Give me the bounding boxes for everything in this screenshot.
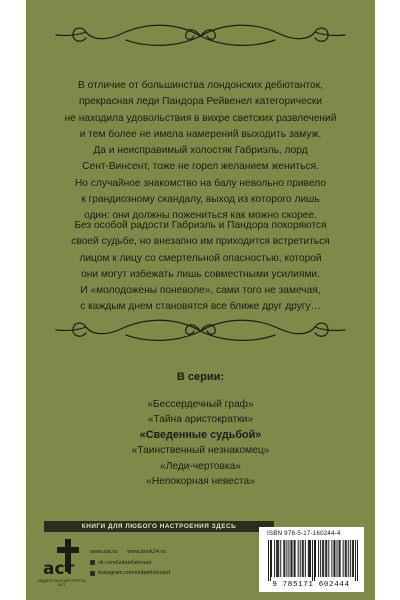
text-line: И «молодожены поневоле», сами того не замечая, [80,285,321,297]
back-cover [26,0,375,600]
series-item: «Тайна аристократки» [147,414,254,425]
text-line: не находила удовольствия в вихре светских развлечений [64,112,337,124]
isbn-barcode-box [259,527,364,592]
text-line: своей судьбе, но внезапно им приходится встретиться [71,236,330,248]
description-paragraph-1 [40,78,361,225]
publisher-links [90,547,240,579]
text-line: Но случайное знакомство на балу невольно привело [74,177,327,189]
series-item: «Таинственный незнакомец» [131,445,270,456]
barcode-number: 9 785171 602444 [272,581,350,589]
series-item-current: «Сведенные судьбой» [139,428,262,441]
instagram-icon [90,571,95,576]
text-line: и тем более не имела намерений выходить замуж. [79,128,322,140]
series-heading: В серии: [176,371,225,383]
text-line: Без особой радости Габриэль и Пандора покоряются [74,220,327,231]
publisher-caption: ИЗДАТЕЛЬСКАЯ ГРУППА АСТ [38,579,86,587]
website-link-book24[interactable]: www.book24.ru [127,549,166,555]
text-line: Да и неисправимый холостяк Габриэль, лорд [93,145,308,157]
top-ornament-icon [26,16,375,56]
text-line: один: они должны пожениться как можно скорее. [84,210,317,222]
text-line: с каждым днем становятся все ближе друг другу… [80,301,321,313]
text-line: к грандиозному скандалу, выход из которого лишь [81,194,320,206]
text-line: Сент-Винсент, тоже не горел желанием жениться. [82,161,319,173]
description-paragraph-2 [40,218,361,316]
bottom-ornament-icon [26,311,375,351]
website-links [90,547,240,558]
vk-link[interactable] [90,558,240,569]
vk-link-text: vk.com/izdatelstvoast [98,559,152,566]
logo-text: аст [43,559,75,579]
tagline-banner: КНИГИ ДЛЯ ЛЮБОГО НАСТРОЕНИЯ ЗДЕСЬ [44,521,274,532]
series-item: «Леди-чертовка» [160,460,241,472]
barcode-icon [268,540,358,581]
series-list [26,370,375,490]
text-line: В отличие от большинства лондонских дебютанток, [78,80,323,91]
series-item: «Бессердечный граф» [147,398,254,410]
vk-icon [90,560,95,565]
instagram-link[interactable] [90,568,240,579]
text-line: они могут избежать лишь совместными усилиями. [81,268,320,280]
isbn-label: ISBN 978-5-17-160244-4 [267,530,341,537]
website-link-ast[interactable]: www.ast.ru [90,549,118,555]
series-item: «Непокорная невеста» [146,476,255,487]
text-line: лицом к лицу со смертельной опасностью, которой [79,252,322,264]
text-line: прекрасная леди Пандора Рейвенел категорически [78,96,323,108]
instagram-link-text: instagram.com/izdatelstvoast [98,570,171,576]
